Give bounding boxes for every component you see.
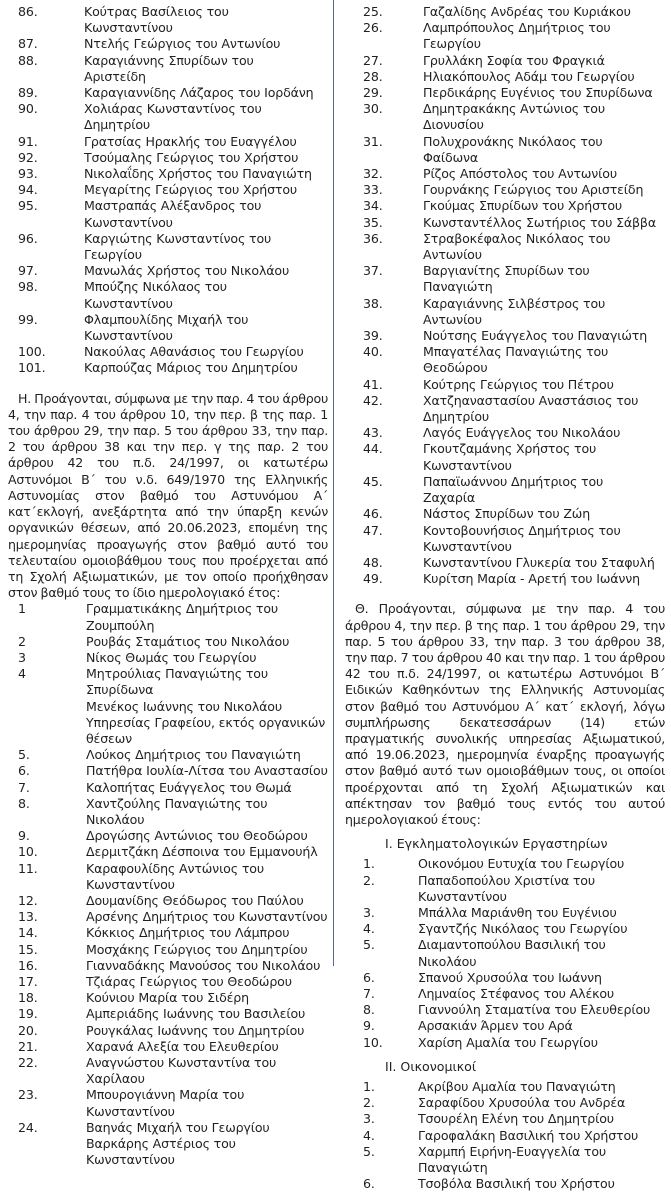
- list-item: [345, 905, 665, 921]
- item-number: 49.: [363, 571, 383, 587]
- list-item: [8, 1120, 328, 1136]
- person-name: Περδικάρης Ευγένιος του Σπυρίδωνα: [423, 85, 653, 101]
- list-item: [345, 425, 665, 441]
- list-item: [8, 1136, 328, 1168]
- item-number: 44.: [363, 441, 383, 457]
- person-name: Μεγαρίτης Γεώργιος του Χρήστου: [84, 182, 298, 198]
- promotion-list-h: [8, 601, 328, 1168]
- person-name: Χατζηαναστασίου Αναστάσιος του Δημητρίου: [423, 392, 639, 425]
- person-name: Γιαννούλη Σταματίνα του Ελευθερίου: [418, 1002, 651, 1018]
- person-name: Μπαγατέλας Παναγιώτης του Θεοδώρου: [423, 344, 609, 376]
- person-name: Χαρανά Αλεξία του Ελευθερίου: [86, 1038, 279, 1054]
- list-item: [8, 344, 328, 360]
- item-number: 12.: [18, 892, 38, 908]
- item-number: 28.: [363, 68, 383, 84]
- item-number: 29.: [363, 85, 383, 101]
- person-name: Γαροφαλάκη Βασιλική του Χρήστου: [418, 1127, 639, 1143]
- person-name: Δερμιτζάκη Δέσποινα του Εμμανουήλ: [86, 844, 318, 860]
- column-divider: [333, 0, 334, 966]
- left-column: [8, 4, 328, 1168]
- list-item: [345, 182, 665, 198]
- person-name: Καρπούζας Μάριος του Δημητρίου: [84, 360, 298, 376]
- list-item: [8, 699, 328, 715]
- person-name: Αρσακιάν Άρμεν του Αρά: [418, 1018, 573, 1034]
- person-name: Παπαδοπούλου Χριστίνα του Κωνσταντίνου: [418, 872, 595, 904]
- list-item: [8, 990, 328, 1006]
- person-name: Φλαμπουλίδης Μιχαήλ του Κωνσταντίνου: [84, 311, 249, 344]
- person-name: Μενέκος Ιωάννης του Νικολάου: [86, 698, 282, 714]
- list-item: [8, 747, 328, 763]
- person-name: Μπουρογιάννη Μαρία του Κωνσταντίνου: [86, 1087, 245, 1119]
- list-item: [8, 763, 328, 779]
- list-item: [8, 666, 328, 698]
- item-number: 1.: [363, 1079, 375, 1094]
- item-number: 4.: [363, 1127, 375, 1143]
- item-number: 39.: [363, 328, 383, 344]
- person-name: Νακούλας Αθανάσιος του Γεωργίου: [84, 344, 304, 360]
- person-name: Ρουγκάλας Ιωάννης του Δημητρίου: [86, 1022, 305, 1038]
- person-name: Γρατσίας Ηρακλής του Ευαγγέλου: [84, 133, 297, 149]
- person-name: Νίκος Θωμάς του Γεωργίου: [86, 649, 257, 665]
- item-number: 5.: [363, 1143, 375, 1159]
- list-item: [8, 279, 328, 311]
- item-number: 6.: [363, 969, 375, 985]
- person-name: Σπανού Χρυσούλα του Ιωάννη: [418, 969, 602, 985]
- item-number: 46.: [363, 506, 383, 522]
- item-number: 45.: [363, 473, 383, 489]
- person-name: Κούνιου Μαρία του Σιδέρη: [86, 990, 249, 1006]
- person-name: Κωνσταντέλλος Σωτήριος του Σάββα: [423, 214, 656, 230]
- item-number: 11.: [18, 860, 38, 876]
- person-name: Γκούμας Σπυρίδων του Χρήστου: [423, 198, 623, 214]
- item-number: 93.: [18, 166, 38, 182]
- forensic-labs-list: [345, 856, 665, 1050]
- list-item: [345, 85, 665, 101]
- list-item: [345, 69, 665, 85]
- person-name: Σαραφίδου Χρυσούλα του Ανδρέα: [418, 1095, 626, 1111]
- item-number: 36.: [363, 230, 383, 246]
- list-item: [8, 134, 328, 150]
- list-item: [8, 166, 328, 182]
- list-item: [345, 4, 665, 20]
- item-number: 95.: [18, 198, 38, 214]
- person-name: Γαζαλίδης Ανδρέας του Κυριάκου: [423, 4, 631, 19]
- item-number: 99.: [18, 311, 38, 327]
- item-number: 20.: [18, 1022, 38, 1038]
- person-name: Μοσχάκης Γεώργιος του Δημητρίου: [86, 941, 308, 957]
- item-number: 35.: [363, 214, 383, 230]
- list-item: [8, 844, 328, 860]
- item-number: 90.: [18, 101, 38, 117]
- item-number: 4.: [363, 921, 375, 937]
- list-item: [345, 571, 665, 587]
- right-column: [345, 4, 665, 1192]
- paragraph-h: Η. Προάγονται, σύμφωνα με την παρ. 4 του άρθρου 4, την παρ. 4 του άρθρου 10, την περ. β της παρ. 1 του άρθρου 29, την παρ. 5 του άρθρου 33, την παρ. 2 του άρθρου 38 και την περ. γ της παρ. 2 του άρθρου 42 του π.δ. 24/1997, οι κατωτέρω Αστυνόμοι Β΄ του ν.δ. 649/1970 της Ελληνικής Αστυνομίας στον βαθμό του Αστυνόμου Α΄ κατ΄εκλογή, ανεξάρτητα από την ύπαρξη κενών οργανικών θέσεων, από 20.06.2023, επομένη της ημερομηνίας προαγωγής στον βαθμό αυτό του τελευταίου ομοιοβάθμου τους που προέρχεται από τη Σχολή Αξιωματικών, με τον οποίο προήχθησαν στον βαθμό τους το ίδιο ημερολογιακό έτος:: [8, 390, 328, 601]
- person-name: Δουμανίδης Θεόδωρος του Παύλου: [86, 892, 304, 908]
- promotion-list-continued: [8, 4, 328, 377]
- item-number: 48.: [363, 554, 383, 570]
- spacer: [345, 587, 665, 601]
- item-number: 6.: [18, 763, 30, 779]
- person-name: Σγαντζής Νικόλαος του Γεωργίου: [418, 921, 628, 937]
- person-name: Οικονόμου Ευτυχία του Γεωργίου: [418, 856, 625, 872]
- person-name: Αναγνώστου Κωνσταντίνα του Χαρίλαου: [86, 1055, 277, 1087]
- list-item: [8, 36, 328, 52]
- person-name: Υπηρεσίας Γραφείου, εκτός οργανικών θέσεων: [86, 714, 326, 746]
- item-number: 42.: [363, 392, 383, 408]
- person-name: Νικολαΐδης Χρήστος του Παναγιώτη: [84, 166, 312, 182]
- item-number: 3.: [363, 904, 375, 920]
- item-number: 32.: [363, 166, 383, 182]
- person-name: Γιανναδάκης Μανούσος του Νικολάου: [86, 957, 321, 973]
- item-number: 6.: [363, 1176, 375, 1192]
- list-item: [8, 958, 328, 974]
- item-number: 17.: [18, 973, 38, 989]
- person-name: Βαργιανίτης Σπυρίδων του Παναγιώτη: [423, 263, 590, 295]
- item-number: 86.: [18, 4, 38, 19]
- person-name: Κόκκιος Δημήτριος του Λάμπρου: [86, 925, 290, 941]
- person-name: Χολιάρας Κωνσταντίνος του Δημητρίου: [84, 101, 262, 133]
- list-item: [345, 101, 665, 133]
- list-item: [345, 215, 665, 231]
- person-name: Καραγιαννίδης Λάζαρος του Ιορδάνη: [84, 85, 314, 101]
- list-item: [345, 1002, 665, 1018]
- person-name: Δρογώσης Αντώνιος του Θεοδώρου: [86, 828, 308, 844]
- person-name: Λημναίος Στέφανος του Αλέκου: [418, 985, 615, 1001]
- list-item: [345, 523, 665, 555]
- person-name: Χαρίση Αμαλία του Γεωργίου: [418, 1034, 598, 1050]
- list-item: [8, 85, 328, 101]
- list-item: [8, 4, 328, 36]
- item-number: 101.: [18, 360, 46, 376]
- list-item: [8, 182, 328, 198]
- list-item: [8, 601, 328, 633]
- item-number: 47.: [363, 522, 383, 538]
- list-item: [8, 974, 328, 990]
- list-item: [8, 263, 328, 279]
- spacer: [8, 377, 328, 391]
- person-name: Λούκος Δημήτριος του Παναγιώτη: [86, 747, 301, 763]
- person-name: Πολυχρονάκης Νικόλαος του Φαίδωνα: [423, 133, 603, 165]
- person-name: Αμπεριάδης Ιωάννης του Βασιλείου: [86, 1006, 306, 1022]
- person-name: Ρίζος Απόστολος του Αντωνίου: [423, 166, 617, 182]
- item-number: 34.: [363, 198, 383, 214]
- person-name: Κυρίτση Μαρία - Αρετή του Ιωάννη: [423, 571, 640, 587]
- list-item: [8, 942, 328, 958]
- item-number: 7.: [18, 779, 30, 795]
- list-item: [345, 986, 665, 1002]
- person-name: Τσοβόλα Βασιλική του Χρήστου: [418, 1176, 615, 1192]
- section-title-forensic-labs: I. Εγκληματολογικών Εργαστηρίων: [385, 836, 608, 852]
- list-item: [345, 166, 665, 182]
- item-number: 88.: [18, 52, 38, 68]
- item-number: 16.: [18, 957, 38, 973]
- person-name: Χαρμπή Ειρήνη-Ευαγγελία του Παναγιώτη: [418, 1143, 607, 1176]
- person-name: Παπαϊωάννου Δημήτριος του Ζαχαρία: [423, 473, 604, 506]
- paragraph-th: Θ. Προάγονται, σύμφωνα με την παρ. 4 του άρθρου 4, την περ. β της παρ. 1 του άρθρου 29, την παρ. 5 του άρθρου 33, την παρ. 3 του άρθρου 38, την παρ. 7 του άρθρου 40 και την παρ. 1 του άρθρου 42 του π.δ. 24/1997, οι κατωτέρω Αστυνόμοι Β΄ Ειδικών Καθηκόντων της Ελληνικής Αστυνομίας στον βαθμό του Αστυνόμου Α΄ κατ΄ εκλογή, λόγω συμπλήρωσης δεκατεσσάρων (14) ετών πραγματικής συνολικής υπηρεσίας Αξιωματικού, από 19.06.2023, ημερομηνία έναρξης προαγωγής στον βαθμό αυτό των ομοιοβάθμων τους, οι οποίοι προέρχονται από τη Σχολή Αξιωματικών και απέκτησαν τον βαθμό τους εντός του αυτού ημερολογιακού έτους:: [345, 601, 665, 827]
- list-item: [8, 231, 328, 263]
- person-name: Μαστραπάς Αλέξανδρος του Κωνσταντίνου: [84, 198, 262, 230]
- list-item: [8, 634, 328, 650]
- item-number: 98.: [18, 279, 38, 295]
- item-number: 37.: [363, 263, 383, 279]
- list-item: [8, 1055, 328, 1087]
- person-name: Καργιώτης Κωνσταντίνος του Γεωργίου: [84, 230, 272, 263]
- list-item: [345, 134, 665, 166]
- list-item: [8, 312, 328, 344]
- item-number: 97.: [18, 263, 38, 279]
- list-item: [345, 1111, 665, 1127]
- person-name: Καραγιάννης Σπυρίδων του Αριστείδη: [84, 52, 254, 84]
- item-number: 33.: [363, 182, 383, 198]
- list-item: [8, 1039, 328, 1055]
- item-number: 8.: [363, 1002, 375, 1018]
- list-item: [345, 555, 665, 571]
- item-number: 26.: [363, 20, 383, 36]
- item-number: 8.: [18, 795, 30, 811]
- item-number: 25.: [363, 4, 383, 19]
- list-item: [345, 970, 665, 986]
- list-item: [8, 861, 328, 893]
- list-item: [8, 909, 328, 925]
- person-name: Γουρνάκης Γεώργιος του Αριστείδη: [423, 182, 644, 198]
- list-item: [345, 1079, 665, 1095]
- person-name: Καλοπήτας Ευάγγελος του Θωμά: [86, 779, 292, 795]
- list-item: [8, 1006, 328, 1022]
- person-name: Αρσένης Δημήτριος του Κωνσταντίνου: [86, 909, 328, 925]
- item-number: 3.: [363, 1111, 375, 1127]
- person-name: Γκουτζαμάνης Χρήστος του Κωνσταντίνου: [423, 441, 597, 473]
- item-number: 2: [18, 633, 26, 649]
- list-item: [345, 506, 665, 522]
- item-number: 21.: [18, 1038, 38, 1054]
- item-number: 2.: [363, 1095, 375, 1111]
- list-item: [345, 344, 665, 376]
- person-name: Μπούζης Νικόλαος του Κωνσταντίνου: [84, 279, 227, 311]
- list-item: [8, 101, 328, 133]
- item-number: 15.: [18, 941, 38, 957]
- item-number: 89.: [18, 85, 38, 101]
- list-item: [8, 828, 328, 844]
- list-item: [8, 198, 328, 230]
- item-number: 94.: [18, 182, 38, 198]
- item-number: 30.: [363, 101, 383, 117]
- item-number: 9.: [18, 828, 30, 844]
- item-number: 13.: [18, 909, 38, 925]
- person-name: Τσουρέλη Ελένη του Δημητρίου: [418, 1111, 614, 1127]
- person-name: Χαντζούλης Παναγιώτης του Νικολάου: [86, 795, 268, 827]
- list-item: [8, 650, 328, 666]
- list-item: [8, 715, 328, 747]
- list-item: [8, 1023, 328, 1039]
- list-item: [345, 921, 665, 937]
- list-item: [345, 377, 665, 393]
- item-number: 31.: [363, 133, 383, 149]
- list-item: [8, 780, 328, 796]
- list-item: [345, 1128, 665, 1144]
- item-number: 14.: [18, 925, 38, 941]
- person-name: Γρυλλάκη Σοφία του Φραγκιά: [423, 52, 605, 68]
- item-number: 23.: [18, 1087, 38, 1103]
- list-item: [345, 1095, 665, 1111]
- person-name: Καραγιάννης Σιλβέστρος του Αντωνίου: [423, 295, 606, 327]
- item-number: 92.: [18, 149, 38, 165]
- item-number: 5.: [18, 747, 30, 763]
- item-number: 27.: [363, 52, 383, 68]
- person-name: Κούτρας Βασίλειος του Κωνσταντίνου: [84, 4, 229, 36]
- person-name: Τσούμαλης Γεώργιος του Χρήστου: [84, 149, 299, 165]
- section-title-financial: II. Οικονομικοί: [385, 1058, 477, 1074]
- item-number: 100.: [18, 344, 46, 360]
- item-number: 38.: [363, 295, 383, 311]
- item-number: 10.: [363, 1034, 383, 1050]
- promotion-list-h-continued: [345, 4, 665, 587]
- list-item: [345, 198, 665, 214]
- list-item: [8, 53, 328, 85]
- person-name: Πατήθρα Ιουλία-Λίτσα του Αναστασίου: [86, 763, 328, 779]
- list-item: [345, 1018, 665, 1034]
- item-number: 24.: [18, 1119, 38, 1135]
- person-name: Βαρκάρης Αστέριος του Κωνσταντίνου: [86, 1136, 236, 1168]
- list-item: [8, 150, 328, 166]
- item-number: 3: [18, 649, 26, 665]
- list-item: [345, 474, 665, 506]
- item-number: 10.: [18, 844, 38, 860]
- person-name: Κοντοβουνήσιος Δημήτριος του Κωνσταντίνου: [423, 522, 621, 554]
- person-name: Γραμματικάκης Δημήτριος του Ζουμπούλη: [86, 601, 279, 633]
- person-name: Νάστος Σπυρίδων του Ζώη: [423, 506, 591, 522]
- list-item: [345, 1176, 665, 1192]
- item-number: 40.: [363, 344, 383, 360]
- list-item: [345, 20, 665, 52]
- person-name: Ρουβάς Σταμάτιος του Νικολάου: [86, 633, 290, 649]
- list-item: [345, 1144, 665, 1176]
- item-number: 5.: [363, 937, 375, 953]
- item-number: 1: [18, 601, 26, 617]
- item-number: 7.: [363, 985, 375, 1001]
- person-name: Τζιάρας Γεώργιος του Θεοδώρου: [86, 973, 292, 989]
- person-name: Κωνσταντίνου Γλυκερία του Σταφυλή: [423, 554, 655, 570]
- person-name: Μητρούλιας Παναγιώτης του Σπυρίδωνα: [86, 666, 268, 698]
- list-item: [345, 263, 665, 295]
- item-number: [8, 1136, 86, 1168]
- list-item: [345, 393, 665, 425]
- list-item: [8, 796, 328, 828]
- person-name: Λαμπρόπουλος Δημήτριος του Γεωργίου: [423, 20, 611, 52]
- person-name: Μπάλλα Μαριάνθη του Ευγένιου: [418, 904, 617, 920]
- list-item: [8, 925, 328, 941]
- person-name: Ηλιακόπουλος Αδάμ του Γεωργίου: [423, 68, 635, 84]
- person-name: Δημητρακάκης Αντώνιος του Διονυσίου: [423, 101, 605, 133]
- item-number: 43.: [363, 425, 383, 441]
- financial-list: [345, 1079, 665, 1192]
- item-number: 18.: [18, 990, 38, 1006]
- item-number: 19.: [18, 1006, 38, 1022]
- item-number: 1.: [363, 856, 375, 872]
- person-name: Μανωλάς Χρήστος του Νικολάου: [84, 263, 290, 279]
- item-number: 22.: [18, 1055, 38, 1070]
- list-item: [345, 1035, 665, 1051]
- item-number: 87.: [18, 36, 38, 52]
- person-name: Νούτσης Ευάγγελος του Παναγιώτη: [423, 328, 648, 344]
- list-item: [345, 856, 665, 872]
- list-item: [8, 1087, 328, 1119]
- list-item: [345, 873, 665, 905]
- person-name: Διαμαντοπούλου Βασιλική του Νικολάου: [418, 937, 606, 969]
- list-item: [345, 328, 665, 344]
- item-number: 4: [18, 666, 26, 682]
- person-name: Στραβοκέφαλος Νικόλαος του Αντωνίου: [423, 230, 611, 263]
- person-name: Βαηνάς Μιχαήλ του Γεωργίου: [86, 1119, 270, 1135]
- item-number: 2.: [363, 872, 375, 888]
- person-name: Λαγός Ευάγγελος του Νικολάου: [423, 425, 621, 441]
- person-name: Ακρίβου Αμαλία του Παναγιώτη: [418, 1079, 616, 1094]
- list-item: [345, 296, 665, 328]
- item-number: 91.: [18, 133, 38, 149]
- item-number: 9.: [363, 1018, 375, 1034]
- person-name: Καραφουλίδης Αντώνιος του Κωνσταντίνου: [86, 860, 264, 892]
- person-name: Ντελής Γεώργιος του Αντωνίου: [84, 36, 281, 52]
- list-item: [345, 441, 665, 473]
- list-item: [345, 937, 665, 969]
- list-item: [345, 231, 665, 263]
- list-item: [345, 53, 665, 69]
- list-item: [8, 893, 328, 909]
- list-item: [8, 360, 328, 376]
- item-number: 96.: [18, 230, 38, 246]
- item-number: 41.: [363, 376, 383, 392]
- person-name: Κούτρης Γεώργιος του Πέτρου: [423, 376, 614, 392]
